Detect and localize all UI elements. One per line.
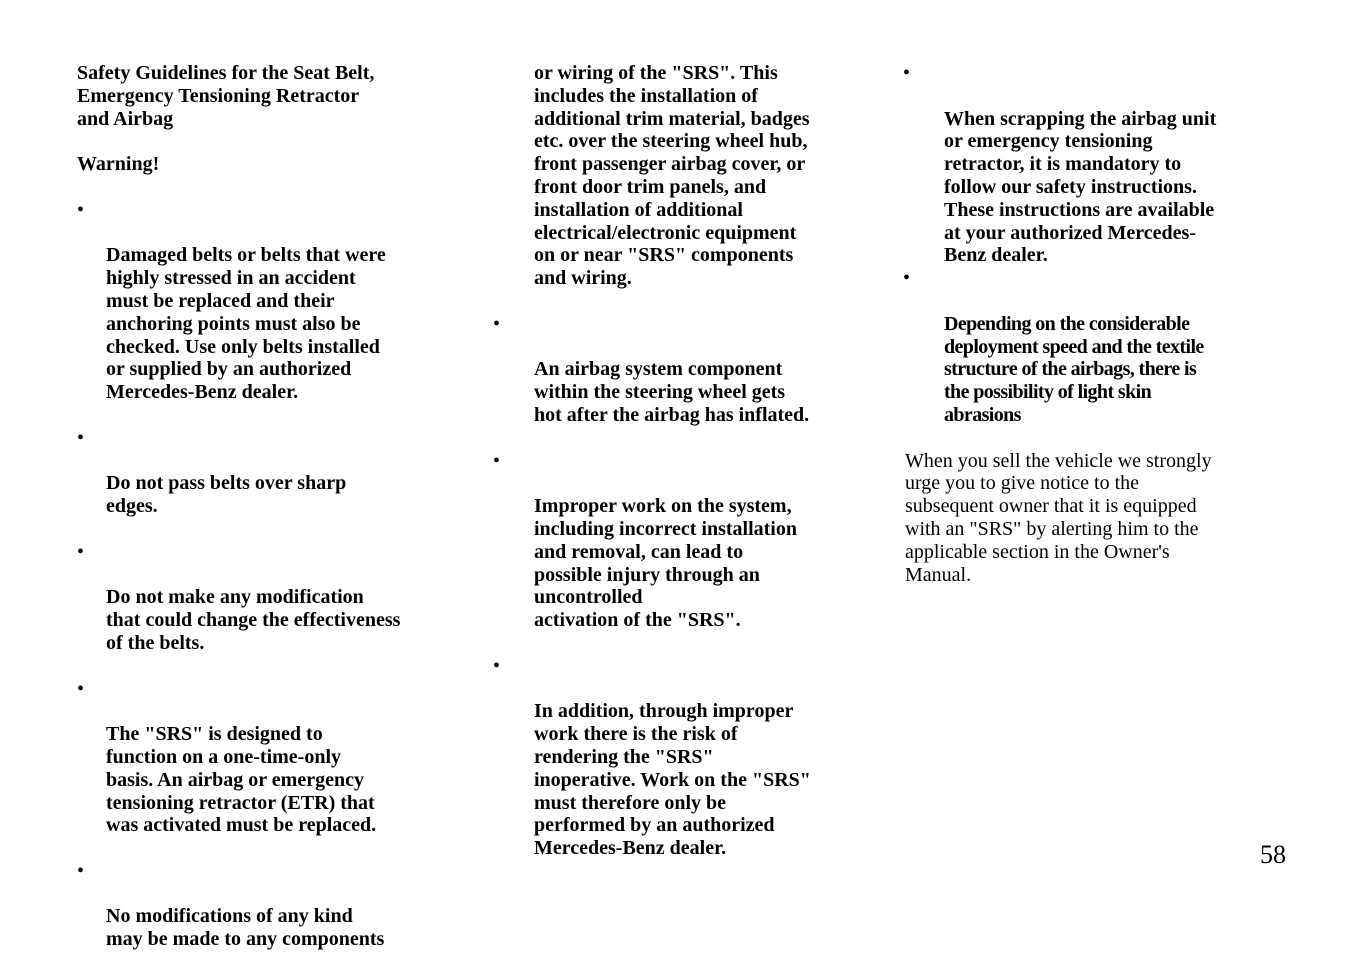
bullet-icon: • xyxy=(77,859,85,882)
list-item-text: Improper work on the system, including incorrect installation and removal, can lead to possible injury through an uncontrolled activation of the "SRS". xyxy=(534,495,797,632)
bullet-icon: • xyxy=(493,654,501,677)
list-item-text: The "SRS" is designed to function on a one-time-only basis. An airbag or emergency tensioning retractor (ETR) that was activated must be replaced. xyxy=(106,723,377,837)
list-item-text: When scrapping the airbag unit or emergency tensioning retractor, it is mandatory to follow our safety instructions. These instructions are available at your authorized Mercedes- Benz dealer. xyxy=(944,107,1217,267)
bullet-icon: • xyxy=(77,426,85,449)
list-item-text: Damaged belts or belts that were highly stressed in an accident must be replaced and their anchoring points must also be checked. Use only belts installed or supplied by an authorized Mercedes-Benz dealer. xyxy=(106,244,386,404)
list-item xyxy=(77,427,449,518)
list-item xyxy=(900,267,1262,427)
list-item xyxy=(900,62,1262,267)
warning-label: Warning! xyxy=(77,153,160,176)
section-heading: Safety Guidelines for the Seat Belt, Emergency Tensioning Retractor and Airbag xyxy=(77,62,375,130)
list-item xyxy=(77,199,449,404)
column-middle xyxy=(490,62,860,860)
list-item xyxy=(77,678,449,838)
list-item xyxy=(490,655,860,860)
bullet-icon: • xyxy=(903,62,911,84)
bullet-icon: • xyxy=(77,677,85,700)
bullet-icon: • xyxy=(77,540,85,563)
list-item xyxy=(77,860,449,951)
list-item-text: In addition, through improper work there is the risk of rendering the "SRS" inoperative. Work on the "SRS" must therefore only be performed by an authorized Mercedes-Benz dealer. xyxy=(534,700,811,860)
bullet-icon: • xyxy=(493,449,501,472)
bullet-icon: • xyxy=(77,198,85,221)
list-item xyxy=(490,450,860,632)
list-item xyxy=(77,541,449,655)
column-left xyxy=(77,62,449,951)
list-item-text: Do not make any modification that could change the effectiveness of the belts. xyxy=(106,586,401,654)
closing-paragraph: When you sell the vehicle we strongly urge you to give notice to the subsequent owner that it is equipped with an "SRS" by alerting him to the applicable section in the Owner's Manual. xyxy=(905,449,1212,586)
page-number: 58 xyxy=(1260,840,1286,869)
list-item-continuation: or wiring of the "SRS". This includes the installation of additional trim material, badges etc. over the steering wheel hub, front passenger airbag cover, or front door trim panels, and installation of additional electrical/electronic equipment on or near "SRS" components and wiring. xyxy=(534,62,810,290)
list-item-text: Depending on the considerable deployment speed and the textile structure of the airbags, there is the possibility of light skin abrasions xyxy=(944,312,1204,426)
bullet-icon: • xyxy=(903,267,910,290)
list-item-text: An airbag system component within the steering wheel gets hot after the airbag has inflated. xyxy=(534,358,810,426)
list-item-text: Do not pass belts over sharp edges. xyxy=(106,472,347,518)
list-item-text: No modifications of any kind may be made to any components xyxy=(106,905,385,951)
list-item xyxy=(490,313,860,427)
column-right xyxy=(900,62,1262,586)
bullet-icon: • xyxy=(493,312,501,335)
